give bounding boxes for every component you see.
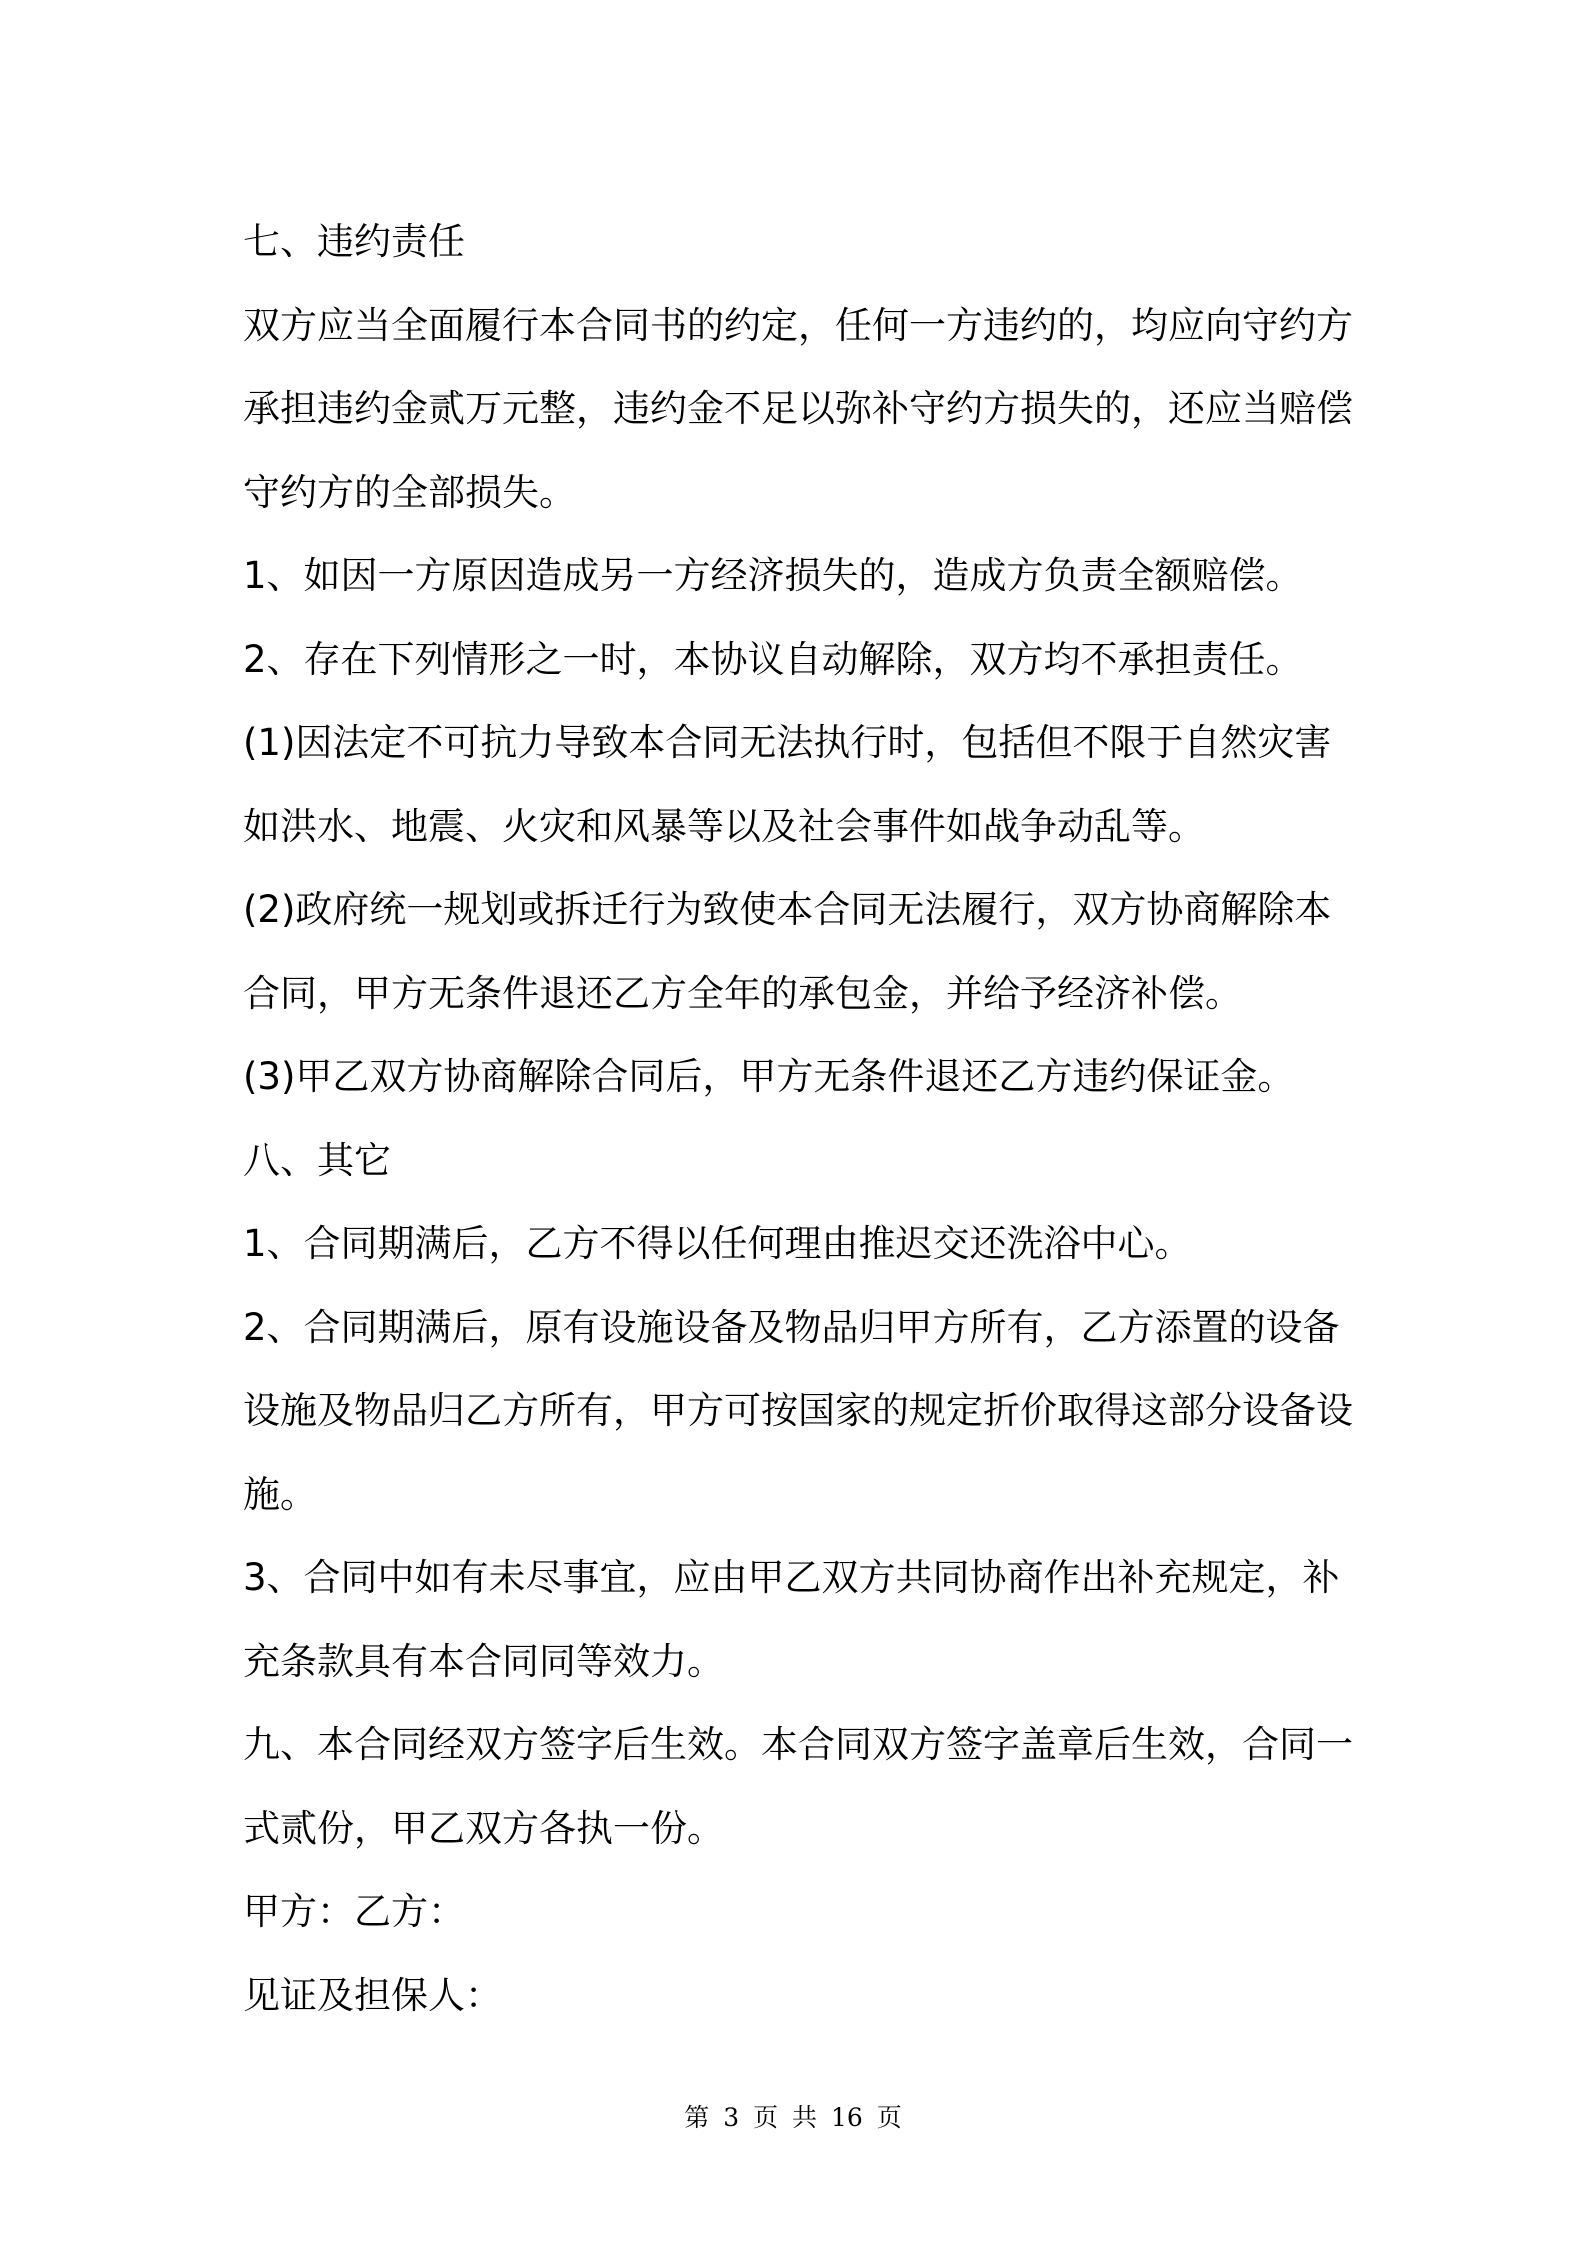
clause-line: 3、合同中如有未尽事宜，应由甲乙双方共同协商作出补充规定，补	[243, 1556, 1340, 1599]
clause-line: 如洪水、地震、火灾和风暴等以及社会事件如战争动乱等。	[243, 804, 1205, 848]
clause-line: 1、如因一方原因造成另一方经济损失的，造成方负责全额赔偿。	[243, 554, 1303, 597]
signature-parties: 甲方：乙方：	[243, 1890, 465, 1933]
paragraph-line: 承担违约金贰万元整，违约金不足以弥补守约方损失的，还应当赔偿	[243, 387, 1353, 430]
clause-line: 施。	[243, 1472, 317, 1516]
clause-line: (2)政府统一规划或拆迁行为致使本合同无法履行，双方协商解除本	[243, 888, 1332, 931]
paragraph-line: 式贰份，甲乙双方各执一份。	[243, 1806, 724, 1850]
clause-line: 2、合同期满后，原有设施设备及物品归甲方所有，乙方添置的设备	[243, 1305, 1340, 1349]
document-body	[243, 200, 1363, 2037]
section-heading-9: 九、本合同经双方签字后生效。本合同双方签字盖章后生效，合同一	[243, 1723, 1353, 1766]
clause-line: (3)甲乙双方协商解除合同后，甲方无条件退还乙方违约保证金。	[243, 1055, 1295, 1098]
paragraph-line: 双方应当全面履行本合同书的约定，任何一方违约的，均应向守约方	[243, 303, 1353, 347]
clause-line: 2、存在下列情形之一时，本协议自动解除，双方均不承担责任。	[243, 637, 1303, 681]
signature-witness: 见证及担保人：	[243, 1973, 502, 2017]
paragraph-line: 守约方的全部损失。	[243, 470, 576, 514]
section-heading-7: 七、违约责任	[243, 220, 465, 263]
page-number-footer: 第 3 页 共 16 页	[684, 2103, 902, 2132]
clause-line: 1、合同期满后，乙方不得以任何理由推迟交还洗浴中心。	[243, 1222, 1192, 1265]
clause-line: 设施及物品归乙方所有，甲方可按国家的规定折价取得这部分设备设	[243, 1389, 1353, 1432]
clause-line: 充条款具有本合同同等效力。	[243, 1639, 724, 1683]
section-heading-8: 八、其它	[243, 1138, 391, 1182]
clause-line: (1)因法定不可抗力导致本合同无法执行时，包括但不限于自然灾害	[243, 721, 1332, 764]
clause-line: 合同，甲方无条件退还乙方全年的承包金，并给予经济补偿。	[243, 971, 1242, 1015]
